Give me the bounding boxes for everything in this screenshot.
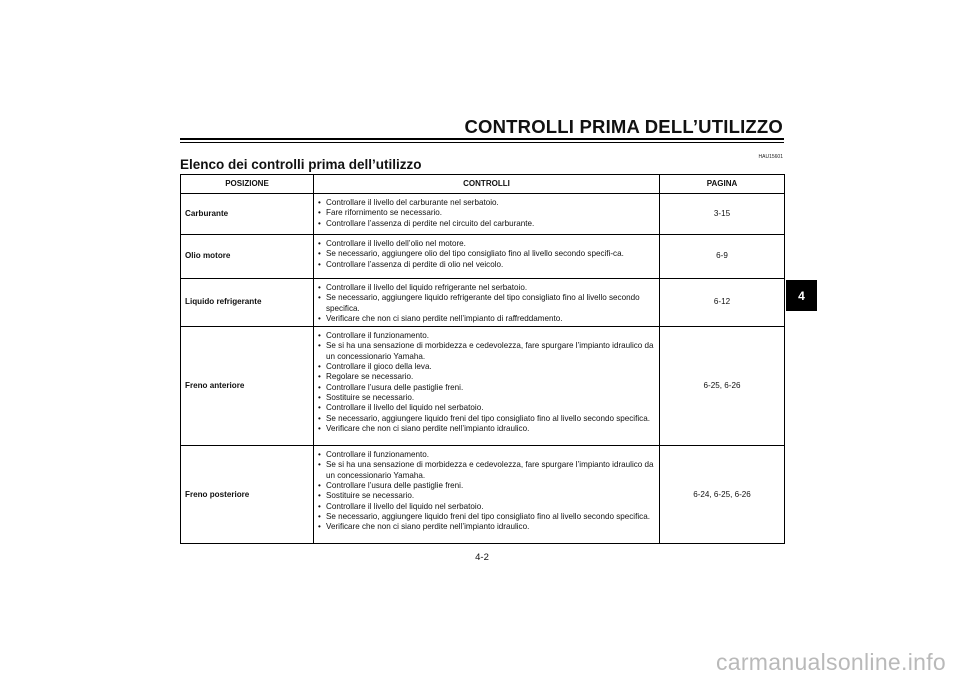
check-item: • Regolare se necessario. [318,372,655,382]
check-item: • Controllare l’assenza di perdite nel circuito del carburante. [318,219,655,229]
row-checks [314,327,660,446]
row-item-name: Freno anteriore [181,327,314,446]
check-item: • Controllare il livello del carburante nel serbatoio. [318,198,655,208]
row-page-ref: 6-9 [660,235,785,279]
row-item-name: Liquido refrigerante [181,279,314,327]
header-rule-thin [180,142,784,143]
table-row [181,446,785,544]
table-row [181,279,785,327]
column-header-checks: CONTROLLI [314,175,660,194]
row-item-name: Freno posteriore [181,446,314,544]
row-checks [314,279,660,327]
row-item-name: Olio motore [181,235,314,279]
check-item: • Controllare l’assenza di perdite di olio nel veicolo. [318,260,655,270]
check-item: • Verificare che non ci siano perdite nell’impianto idraulico. [318,522,655,532]
table-row [181,327,785,446]
row-item-name: Carburante [181,194,314,235]
check-item: • Se necessario, aggiungere liquido freni del tipo consigliato fino al livello secondo specifica. [318,512,655,522]
watermark: carmanualsonline.info [715,649,946,675]
row-page-ref: 3-15 [660,194,785,235]
check-item: • Verificare che non ci siano perdite nell’impianto di raffreddamento. [318,314,655,324]
row-checks [314,235,660,279]
check-item: • Sostituire se necessario. [318,491,655,501]
check-item: • Se necessario, aggiungere olio del tipo consigliato fino al livello secondo specifi-ca. [318,249,655,259]
check-item: • Controllare il funzionamento. [318,331,655,341]
check-item: • Sostituire se necessario. [318,393,655,403]
check-item: • Controllare l’usura delle pastiglie freni. [318,383,655,393]
column-header-position: POSIZIONE [181,175,314,194]
table-header-row [181,175,785,194]
section-title: Elenco dei controlli prima dell’utilizzo [180,157,422,172]
row-checks [314,194,660,235]
check-item: • Controllare il livello del liquido nel serbatoio. [318,403,655,413]
chapter-tab-marker: 4 [786,280,817,311]
row-page-ref: 6-24, 6-25, 6-26 [660,446,785,544]
row-page-ref: 6-25, 6-26 [660,327,785,446]
check-item: • Controllare l’usura delle pastiglie freni. [318,481,655,491]
row-page-ref: 6-12 [660,279,785,327]
check-item: • Verificare che non ci siano perdite nell’impianto idraulico. [318,424,655,434]
section-code: HAU15601 [758,154,783,160]
page-number: 4-2 [475,552,489,563]
check-item: • Se si ha una sensazione di morbidezza e cedevolezza, fare spurgare l’impianto idraulico da un concessionario Yamaha. [318,460,655,481]
row-checks [314,446,660,544]
pre-operation-checklist-table [180,174,785,544]
check-item: • Controllare il funzionamento. [318,450,655,460]
column-header-page: PAGINA [660,175,785,194]
header-rule-thick [180,138,784,140]
check-item: • Se necessario, aggiungere liquido refrigerante del tipo consigliato fino al livello secondo specifica. [318,293,655,314]
check-item: • Se necessario, aggiungere liquido freni del tipo consigliato fino al livello secondo specifica. [318,414,655,424]
check-item: • Controllare il gioco della leva. [318,362,655,372]
table-row [181,235,785,279]
check-item: • Controllare il livello dell’olio nel motore. [318,239,655,249]
table-row [181,194,785,235]
check-item: • Fare rifornimento se necessario. [318,208,655,218]
check-item: • Se si ha una sensazione di morbidezza e cedevolezza, fare spurgare l’impianto idraulico da un concessionario Yamaha. [318,341,655,362]
check-item: • Controllare il livello del liquido nel serbatoio. [318,502,655,512]
page-header-title: CONTROLLI PRIMA DELL’UTILIZZO [464,116,783,137]
check-item: • Controllare il livello del liquido refrigerante nel serbatoio. [318,283,655,293]
